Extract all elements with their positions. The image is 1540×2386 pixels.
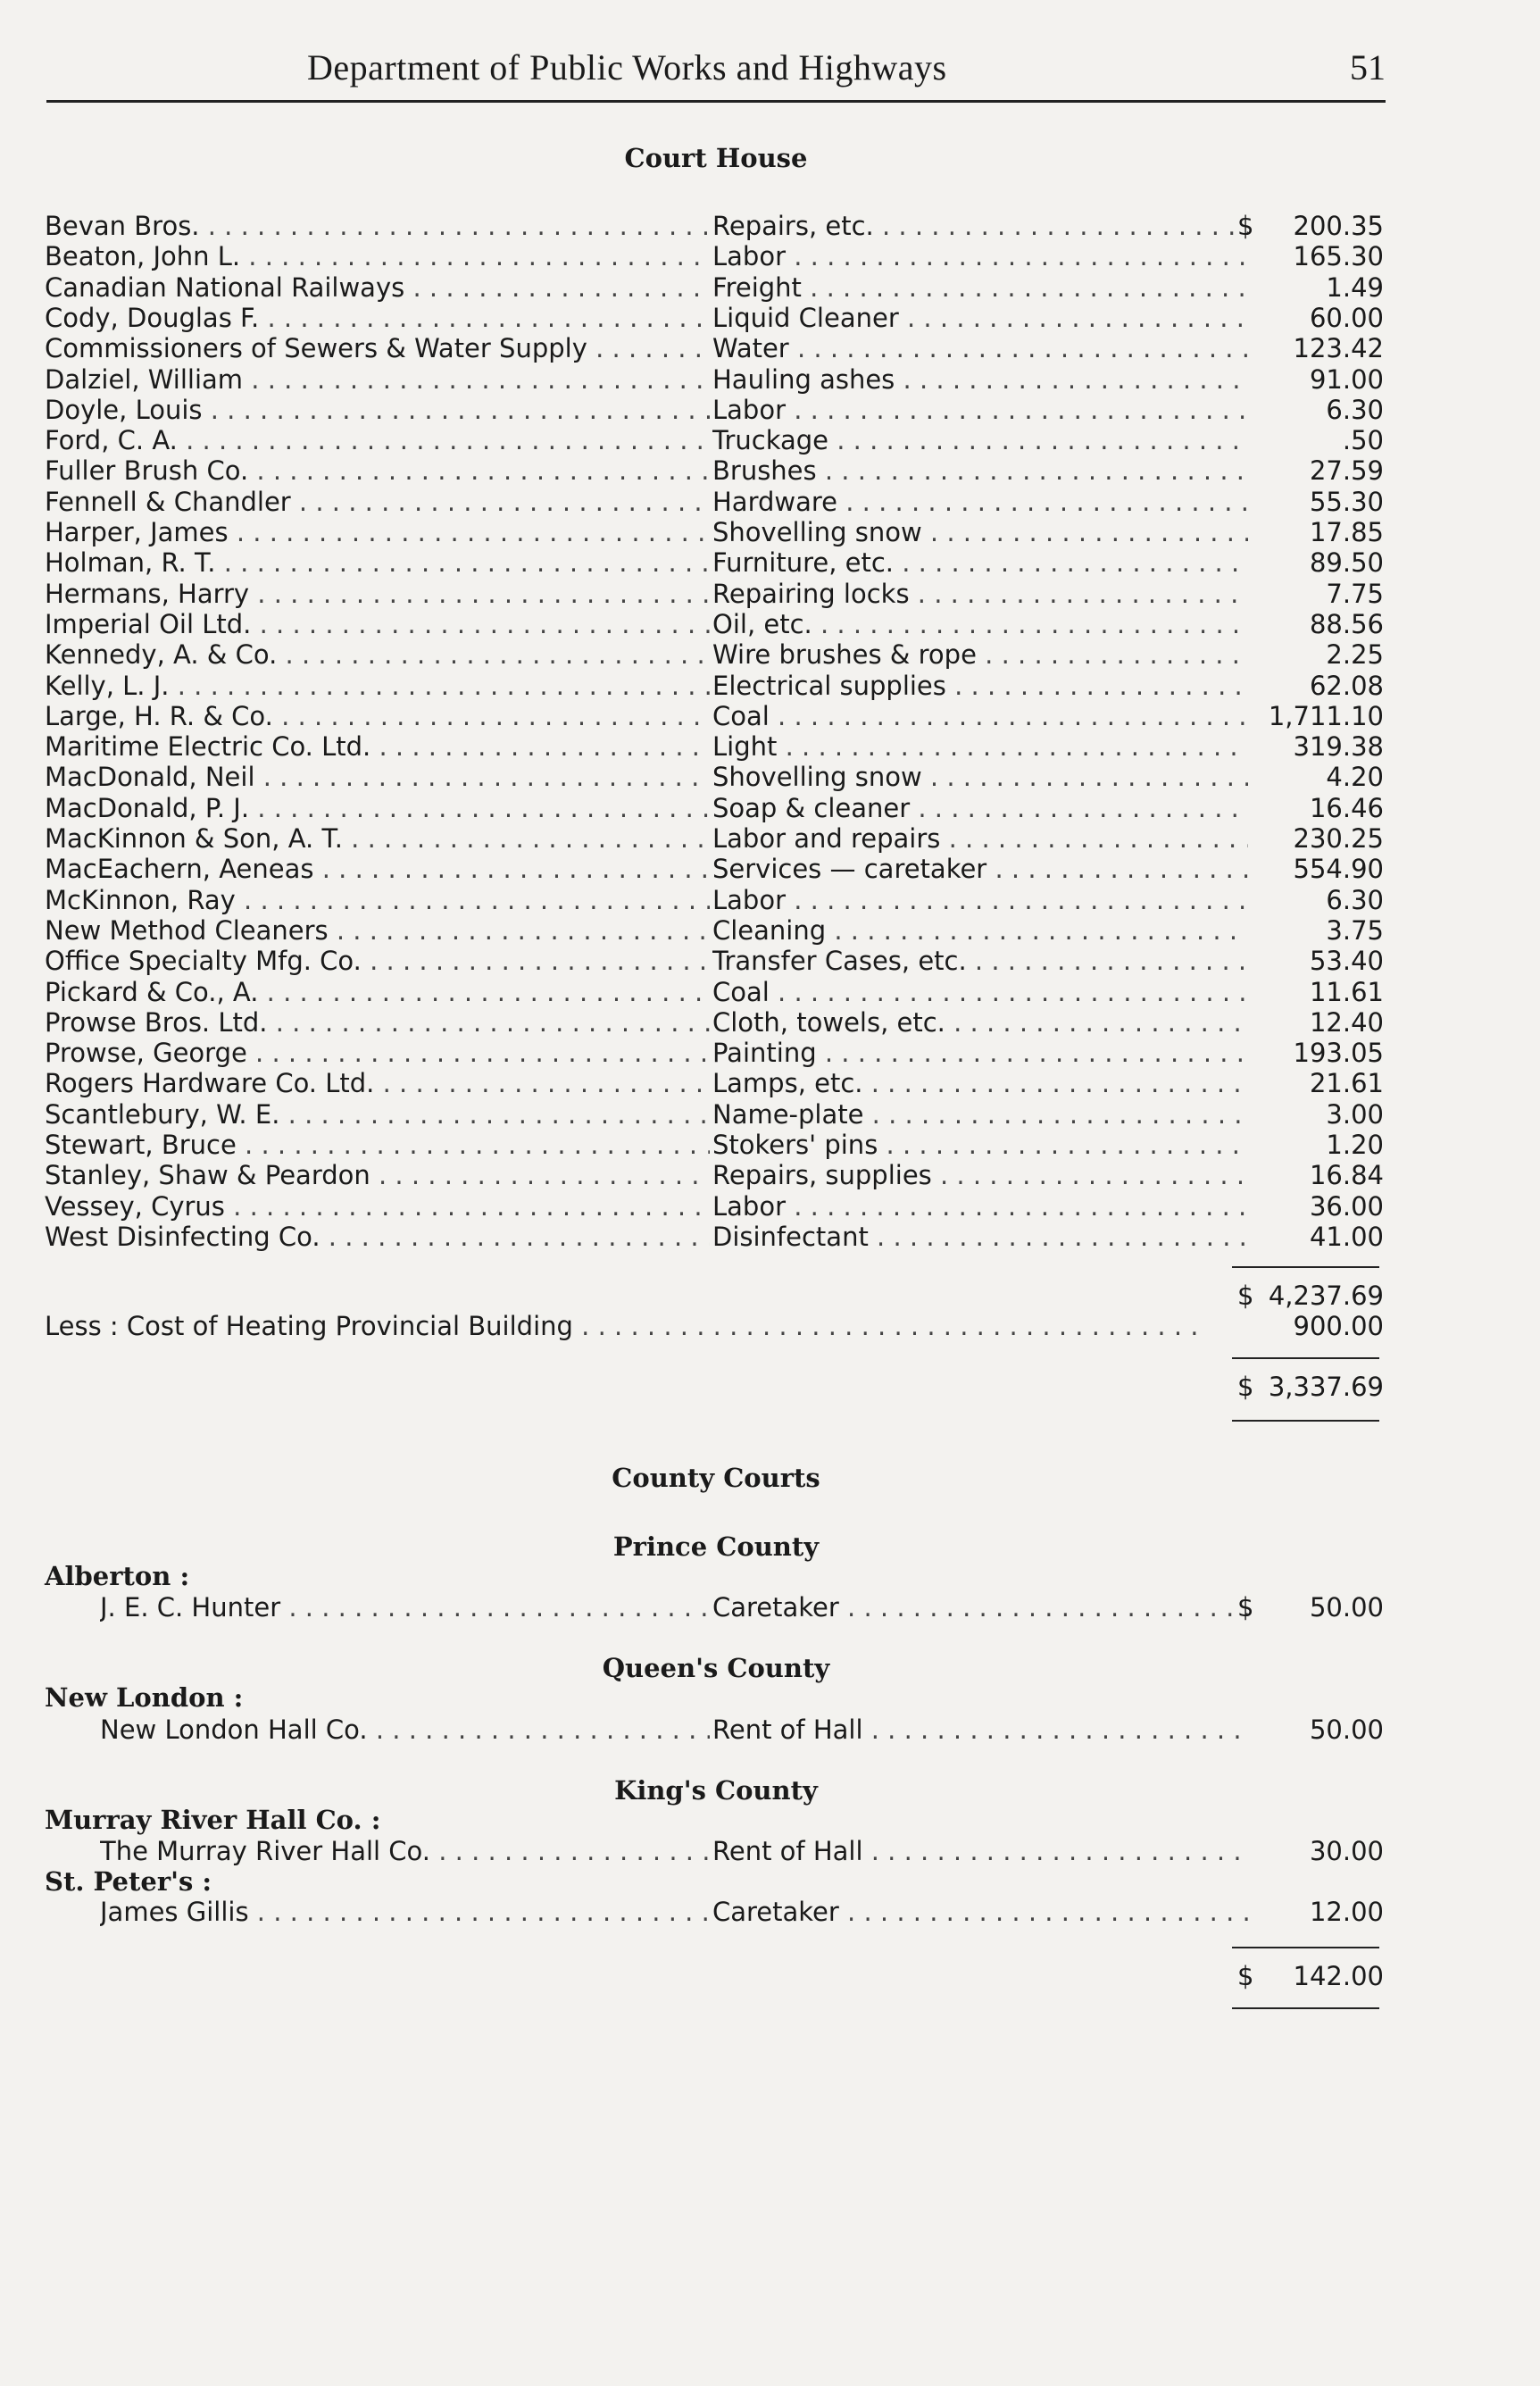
item-description: Rent of Hall . . . [712, 1836, 1248, 1866]
item-amount: 50.00 [1309, 1592, 1384, 1623]
item-amount: 2.25 [1326, 639, 1384, 671]
item-amount: 16.46 [1309, 792, 1384, 823]
subtotal-rule [1232, 1266, 1379, 1268]
payee-name: MacDonald, P. J. . . . [45, 793, 710, 823]
ledger-row [45, 579, 1384, 609]
total-underline [1232, 1420, 1379, 1422]
payee-name: Canadian National Railways . . . [45, 272, 710, 303]
payee-name: Imperial Oil Ltd. . . . [45, 609, 710, 639]
county-total-rule [1232, 1947, 1379, 1948]
payee-name: Office Specialty Mfg. Co. . . . [45, 946, 710, 976]
dollar-sign: $ [1237, 1592, 1254, 1623]
item-amount: 50.00 [1309, 1714, 1384, 1745]
item-description: Labor . . . [712, 395, 1248, 425]
ledger-row [45, 946, 1384, 976]
payee-name: Cody, Douglas F. . . . [45, 303, 710, 333]
payee-name: MacDonald, Neil . . . [45, 762, 710, 792]
payee-name: MacEachern, Aeneas . . . [45, 854, 710, 884]
item-description: Shovelling snow . . . [712, 517, 1248, 547]
item-description: Caretaker . . . [712, 1897, 1248, 1927]
item-amount: 17.85 [1309, 517, 1384, 547]
payee-name: Ford, C. A. . . . [45, 425, 710, 455]
payee-name: Scantlebury, W. E. . . . [45, 1099, 710, 1130]
ledger-row [45, 1130, 1384, 1160]
ledger-row [45, 915, 1384, 946]
payee-name: West Disinfecting Co. . . . [45, 1222, 710, 1252]
item-amount: 30.00 [1309, 1836, 1384, 1866]
ledger-row [45, 455, 1384, 486]
item-amount: 319.38 [1293, 731, 1384, 763]
item-description: Water . . . [712, 333, 1248, 363]
ledger-row [45, 303, 1384, 333]
total-rule [1232, 1357, 1379, 1359]
item-amount: 55.30 [1309, 486, 1384, 517]
item-amount: 21.61 [1309, 1068, 1384, 1099]
item-amount: 89.50 [1309, 547, 1384, 579]
payee-name: Stanley, Shaw & Peardon . . . [45, 1160, 710, 1190]
item-description: Stokers' pins . . . [712, 1130, 1248, 1160]
item-description: Transfer Cases, etc. . . . [712, 946, 1248, 976]
item-description: Brushes . . . [712, 455, 1248, 486]
item-amount: 193.05 [1293, 1038, 1384, 1069]
item-amount: 60.00 [1309, 302, 1384, 333]
subheading-kings-county: King's County [614, 1775, 818, 1806]
group-label-murray-river: Murray River Hall Co. : [45, 1805, 381, 1835]
total-amount: 3,337.69 [1268, 1372, 1384, 1402]
item-amount: 27.59 [1309, 455, 1384, 487]
item-description: Repairs, etc. . . . [712, 211, 1248, 241]
item-description: Shovelling snow . . . [712, 762, 1248, 792]
item-description: Coal . . . [712, 701, 1248, 731]
item-description: Painting . . . [712, 1038, 1248, 1068]
ledger-row [45, 854, 1384, 884]
ledger-row [45, 1160, 1384, 1190]
item-amount: 6.30 [1326, 884, 1384, 915]
payee-name: Holman, R. T. . . . [45, 547, 710, 578]
item-amount: 12.00 [1309, 1897, 1384, 1927]
item-description: Name-plate . . . [712, 1099, 1248, 1130]
item-description: Hauling ashes . . . [712, 364, 1248, 395]
payee-name: Bevan Bros. . . . [45, 211, 710, 241]
payee-name: Beaton, John L. . . . [45, 241, 710, 271]
item-description: Furniture, etc. . . . [712, 547, 1248, 578]
item-amount: 91.00 [1309, 363, 1384, 395]
group-label-alberton: Alberton : [45, 1561, 190, 1591]
ledger-row [45, 823, 1384, 854]
ledger-row [45, 701, 1384, 731]
payee-name: Kelly, L. J. . . . [45, 671, 710, 701]
group-label-st-peters: St. Peter's : [45, 1866, 212, 1897]
ledger-row [45, 731, 1384, 762]
court-house-subtotal [45, 1281, 1384, 1311]
ledger-row [45, 977, 1384, 1007]
header-rule [46, 100, 1386, 103]
item-description: Wire brushes & rope . . . [712, 639, 1248, 670]
ledger-row [45, 211, 1384, 241]
payee-name: Doyle, Louis . . . [45, 395, 710, 425]
ledger-row [45, 333, 1384, 363]
ledger-row [45, 1836, 1384, 1866]
ledger-row [45, 1592, 1384, 1623]
item-description: Disinfectant . . . [712, 1222, 1248, 1252]
payee-name: Rogers Hardware Co. Ltd. . . . [45, 1068, 710, 1098]
ledger-row [45, 762, 1384, 792]
payee-name: Fennell & Chandler . . . [45, 487, 710, 517]
item-amount: 4.20 [1326, 762, 1384, 793]
item-description: Hardware . . . [712, 487, 1248, 517]
payee-name: Commissioners of Sewers & Water Supply . . . [45, 333, 710, 363]
ledger-row [45, 425, 1384, 455]
item-description: Truckage . . . [712, 425, 1248, 455]
item-description: Soap & cleaner . . . [712, 793, 1248, 823]
section-heading-court-house: Court House [624, 143, 808, 173]
item-description: Rent of Hall . . . [712, 1714, 1248, 1745]
court-house-total [45, 1372, 1384, 1402]
item-description: Services — caretaker . . . [712, 854, 1248, 884]
payee-name: The Murray River Hall Co. . . . [100, 1836, 710, 1866]
ledger-row [45, 639, 1384, 670]
payee-name: Stewart, Bruce . . . [45, 1130, 710, 1160]
dollar-sign: $ [1237, 1372, 1254, 1402]
item-description: Lamps, etc. . . . [712, 1068, 1248, 1098]
item-amount: 123.42 [1293, 333, 1384, 364]
payee-name: Prowse, George . . . [45, 1038, 710, 1068]
less-heating-label: Less : Cost of Heating Provincial Building . . . [45, 1311, 1205, 1341]
payee-name: J. E. C. Hunter . . . [100, 1592, 710, 1623]
payee-name: Pickard & Co., A. . . . [45, 977, 710, 1007]
item-amount: .50 [1342, 425, 1384, 456]
ledger-row [45, 272, 1384, 303]
ledger-row [45, 487, 1384, 517]
item-amount: 6.30 [1326, 394, 1384, 425]
page-header [46, 46, 1386, 100]
item-amount: 62.08 [1309, 670, 1384, 701]
payee-name: Harper, James . . . [45, 517, 710, 547]
ledger-row [45, 885, 1384, 915]
payee-name: Maritime Electric Co. Ltd. . . . [45, 731, 710, 762]
ledger-row [45, 1038, 1384, 1068]
ledger-row [45, 609, 1384, 639]
item-amount: 554.90 [1293, 854, 1384, 885]
payee-name: MacKinnon & Son, A. T. . . . [45, 823, 710, 854]
county-total-underline [1232, 2007, 1379, 2009]
item-description: Light . . . [712, 731, 1248, 762]
ledger-row [45, 517, 1384, 547]
item-description: Electrical supplies . . . [712, 671, 1248, 701]
item-description: Labor and repairs . . . [712, 823, 1248, 854]
item-amount: 200.35 [1293, 211, 1384, 241]
item-amount: 7.75 [1326, 578, 1384, 609]
payee-name: Fuller Brush Co. . . . [45, 455, 710, 486]
item-description: Labor . . . [712, 241, 1248, 271]
item-description: Cleaning . . . [712, 915, 1248, 946]
ledger-row [45, 671, 1384, 701]
dollar-sign: $ [1237, 1961, 1254, 1991]
payee-name: New London Hall Co. . . . [100, 1714, 710, 1745]
item-amount: 165.30 [1293, 241, 1384, 272]
subheading-queens-county: Queen's County [602, 1653, 830, 1683]
item-description: Caretaker . . . [712, 1592, 1248, 1623]
item-amount: 12.40 [1309, 1006, 1384, 1038]
section-heading-county-courts: County Courts [612, 1463, 820, 1493]
payee-name: Vessey, Cyrus . . . [45, 1191, 710, 1222]
subtotal-amount: 4,237.69 [1268, 1281, 1384, 1311]
ledger-row [45, 793, 1384, 823]
item-amount: 11.61 [1309, 976, 1384, 1007]
item-amount: 88.56 [1309, 608, 1384, 639]
item-amount: 1.20 [1326, 1130, 1384, 1160]
ledger-row [45, 1099, 1384, 1130]
ledger-row [45, 1068, 1384, 1098]
item-amount: 3.75 [1326, 914, 1384, 946]
ledger-row [45, 364, 1384, 395]
less-heating-row [45, 1311, 1384, 1341]
payee-name: McKinnon, Ray . . . [45, 885, 710, 915]
item-amount: 3.00 [1326, 1098, 1384, 1130]
item-description: Freight . . . [712, 272, 1248, 303]
item-description: Repairs, supplies . . . [712, 1160, 1248, 1190]
ledger-row [45, 547, 1384, 578]
item-description: Coal . . . [712, 977, 1248, 1007]
item-amount: 1,711.10 [1268, 700, 1384, 731]
item-description: Labor . . . [712, 885, 1248, 915]
ledger-row [45, 1897, 1384, 1927]
item-amount: 1.49 [1326, 271, 1384, 303]
subheading-prince-county: Prince County [612, 1531, 820, 1562]
item-amount: 53.40 [1309, 946, 1384, 977]
total-amount: 142.00 [1293, 1961, 1384, 1991]
ledger-row [45, 1222, 1384, 1252]
item-description: Labor . . . [712, 1191, 1248, 1222]
payee-name: Prowse Bros. Ltd. . . . [45, 1007, 710, 1038]
ledger-row [45, 1007, 1384, 1038]
item-description: Cloth, towels, etc. . . . [712, 1007, 1248, 1038]
payee-name: Dalziel, William . . . [45, 364, 710, 395]
item-amount: 230.25 [1293, 823, 1384, 854]
page-title: Department of Public Works and Highways [307, 47, 947, 88]
item-description: Repairing locks . . . [712, 579, 1248, 609]
item-amount: 41.00 [1309, 1221, 1384, 1252]
less-heating-amount: 900.00 [1293, 1311, 1384, 1341]
ledger-row [45, 1714, 1384, 1745]
item-amount: 16.84 [1309, 1160, 1384, 1191]
payee-name: James Gillis . . . [100, 1897, 710, 1927]
dollar-sign: $ [1237, 211, 1254, 241]
dollar-sign: $ [1237, 1281, 1254, 1311]
page-number: 51 [1350, 47, 1386, 88]
item-description: Oil, etc. . . . [712, 609, 1248, 639]
payee-name: Large, H. R. & Co. . . . [45, 701, 710, 731]
item-description: Liquid Cleaner . . . [712, 303, 1248, 333]
ledger-row [45, 395, 1384, 425]
group-label-new-london: New London : [45, 1682, 244, 1713]
ledger-row [45, 1191, 1384, 1222]
payee-name: Kennedy, A. & Co. . . . [45, 639, 710, 670]
payee-name: New Method Cleaners . . . [45, 915, 710, 946]
ledger-row [45, 241, 1384, 271]
payee-name: Hermans, Harry . . . [45, 579, 710, 609]
item-amount: 36.00 [1309, 1190, 1384, 1222]
county-courts-total [45, 1961, 1384, 1991]
